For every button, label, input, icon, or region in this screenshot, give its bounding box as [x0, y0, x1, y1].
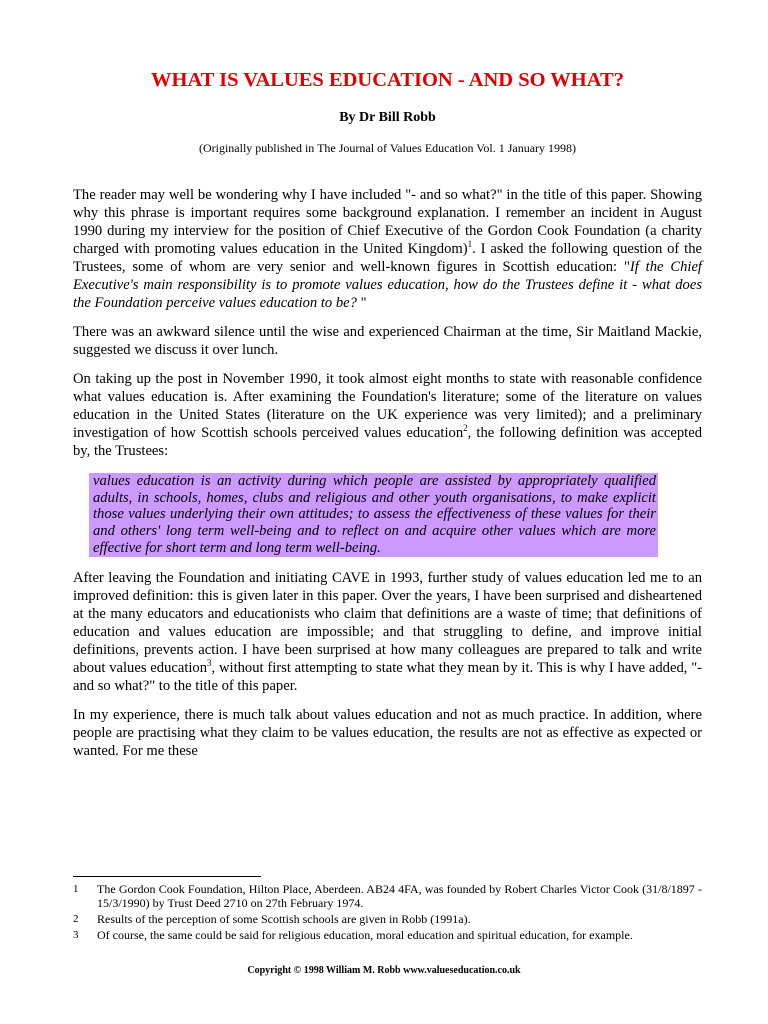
footnote-number: 2	[73, 913, 79, 925]
paragraph-text: "	[360, 295, 367, 311]
paragraph-3	[73, 370, 702, 460]
footnote-number: 1	[73, 883, 79, 895]
footnote-divider	[73, 876, 261, 877]
paragraph-2: There was an awkward silence until the wise and experienced Chairman at the time, Sir Maitland Mackie, suggested we discuss it over lunch.	[73, 324, 702, 358]
document-title: WHAT IS VALUES EDUCATION - AND SO WHAT?	[151, 69, 624, 91]
paragraph-text: On taking up the post in November 1990, it took almost eight months to state with reasonable confidence what values education is. After examining the Foundation's literature; some of the literature on values education in the United States (literature on the UK experience was very limited); and a preliminary investigation of how Scottish schools perceived values education	[73, 371, 702, 441]
footnote-number: 3	[73, 929, 79, 941]
paragraph-text: , without first attempting to state what they mean by it. This is why I have added, "- and so what?" to the title of this paper.	[73, 659, 703, 694]
publication-note: (Originally published in The Journal of Values Education Vol. 1 January 1998)	[198, 141, 577, 155]
footnote-1	[73, 882, 702, 910]
paragraph-text: . I asked the following question of the Trustees, some of whom are very senior and well-known figures in Scottish education: "	[73, 241, 702, 275]
paragraph-text: , the following definition was accepted by, the Trustees:	[73, 425, 702, 459]
footnote-text: The Gordon Cook Foundation, Hilton Place, Aberdeen. AB24 4FA, was founded by Robert Charles Victor Cook (31/8/1897 - 15/3/1990) by Trust Deed 2710 on 27th February 1974.	[97, 882, 702, 910]
footnote-text: Of course, the same could be said for religious education, moral education and spiritual education, for example.	[97, 928, 633, 942]
author-byline: By Dr Bill Robb	[339, 110, 436, 125]
definition-highlight: values education is an activity during which people are assisted by appropriately qualified adults, in schools, homes, clubs and religious and other youth organisations, to make explicit those values underlying their own attitudes; to assess the effectiveness of these values for their and others' long term well-being and to reflect on and acquire other values which are more effective for short term and long term well-being.	[89, 473, 658, 557]
footnote-3	[73, 928, 702, 942]
paragraph-4	[73, 569, 702, 695]
footnote-2	[73, 912, 702, 926]
paragraph-text: After leaving the Foundation and initiating CAVE in 1993, further study of values education led me to an improved definition: this is given later in this paper. Over the years, I have been surprised and disheartened at the many educators and educationists who claim that definitions are a waste of time; that definitions of education and values education are impossible; and that struggling to define, and improve initial definitions, prevents action. I have been surprised at how many colleagues are prepared to talk and write about values education	[73, 569, 702, 676]
footnote-ref-3[interactable]: 3	[207, 657, 212, 668]
footnote-ref-1[interactable]: 1	[467, 239, 473, 250]
footnotes	[73, 880, 702, 942]
italic-question: If the Chief Executive's main responsibility is to promote values education, how do the Trustees define it - what does the Foundation perceive values education to be?	[73, 259, 702, 311]
paragraph-text: The reader may well be wondering why I have included "- and so what?" in the title of this paper. Showing why this phrase is important requires some background explanation. I remember an incident in August 1990 during my interview for the position of Chief Executive of the Gordon Cook Foundation (a charity charged with promoting values education in the United Kingdom)	[73, 187, 702, 257]
copyright-footer: Copyright © 1998 William M. Robb www.valueseducation.co.uk	[247, 965, 521, 976]
paragraph-1	[73, 186, 702, 312]
page-content	[73, 0, 702, 760]
paragraph-5: In my experience, there is much talk about values education and not as much practice. In addition, where people are practising what they claim to be values education, the results are not as effective as expected or wanted. For me these	[73, 706, 702, 759]
footnote-ref-2[interactable]: 2	[463, 423, 468, 434]
footnote-text: Results of the perception of some Scottish schools are given in Robb (1991a).	[97, 912, 471, 926]
